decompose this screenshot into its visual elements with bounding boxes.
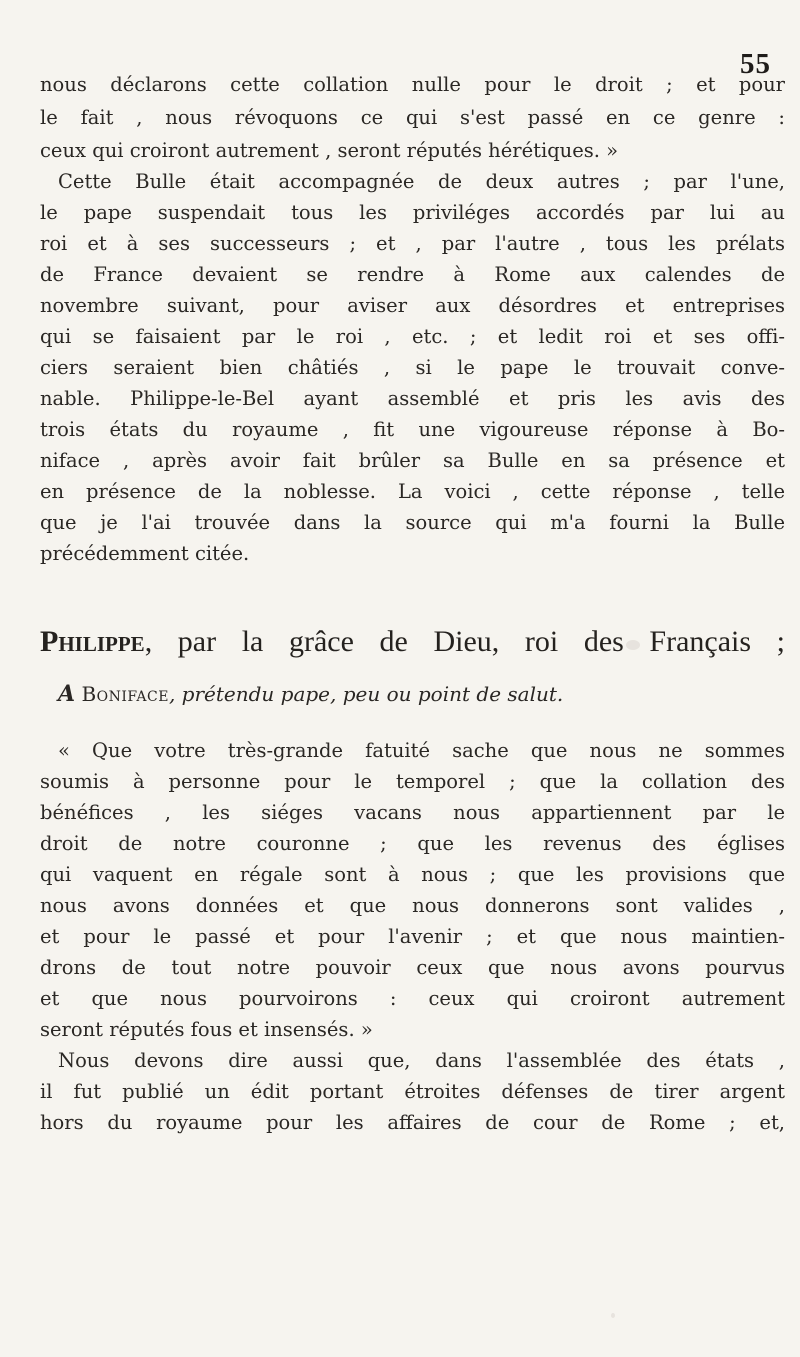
heading-rest: , par la grâce de Dieu, roi des Français ; bbox=[144, 625, 785, 658]
text-line: roi et à ses successeurs ; et , par l'autre , tous les prélats bbox=[40, 232, 785, 255]
text-line: nable. Philippe-le-Bel ayant assemblé et pris les avis des bbox=[40, 387, 785, 410]
salutation-initial: A bbox=[58, 681, 76, 707]
text-line: en présence de la noblesse. La voici , cette réponse , telle bbox=[40, 480, 785, 503]
text-line: qui vaquent en régale sont à nous ; que les provisions que bbox=[40, 863, 785, 886]
text-line: bénéfices , les siéges vacans nous appartiennent par le bbox=[40, 801, 785, 824]
text-line: il fut publié un édit portant étroites défenses de tirer argent bbox=[40, 1080, 785, 1103]
page-number: 55 bbox=[740, 48, 771, 80]
text-line: de France devaient se rendre à Rome aux calendes de bbox=[40, 263, 785, 286]
paper-blemish bbox=[611, 1313, 615, 1318]
salutation-title: , prétendu pape, peu ou point de salut. bbox=[168, 682, 564, 706]
text-line: ciers seraient bien châtiés , si le pape le trouvait conve- bbox=[40, 356, 785, 379]
letter-heading bbox=[40, 622, 785, 662]
text-line: « Que votre très-grande fatuité sache que nous ne sommes bbox=[58, 739, 785, 762]
text-line: nous déclarons cette collation nulle pour le droit ; et pour bbox=[40, 73, 785, 96]
letter-salutation bbox=[58, 679, 563, 709]
text-line: Nous devons dire aussi que, dans l'assemblée des états , bbox=[58, 1049, 785, 1072]
text-line: novembre suivant, pour aviser aux désordres et entreprises bbox=[40, 294, 785, 317]
text-line: soumis à personne pour le temporel ; que la collation des bbox=[40, 770, 785, 793]
text-line: et pour le passé et pour l'avenir ; et que nous maintien- bbox=[40, 925, 785, 948]
text-line: droit de notre couronne ; que les revenus des églises bbox=[40, 832, 785, 855]
text-line: et que nous pourvoirons : ceux qui croiront autrement bbox=[40, 987, 785, 1010]
text-line: seront réputés fous et insensés. » bbox=[40, 1018, 373, 1041]
text-line: drons de tout notre pouvoir ceux que nous avons pourvus bbox=[40, 956, 785, 979]
salutation-name: Boniface bbox=[81, 682, 169, 706]
text-line: ceux qui croiront autrement , seront réputés hérétiques. » bbox=[40, 139, 619, 162]
text-line: hors du royaume pour les affaires de cour de Rome ; et, bbox=[40, 1111, 785, 1134]
text-line: nous avons données et que nous donnerons sont valides , bbox=[40, 894, 785, 917]
text-line: trois états du royaume , fit une vigoureuse réponse à Bo- bbox=[40, 418, 785, 441]
text-line: qui se faisaient par le roi , etc. ; et ledit roi et ses offi- bbox=[40, 325, 785, 348]
paper-blemish bbox=[626, 640, 640, 650]
text-line: que je l'ai trouvée dans la source qui m'a fourni la Bulle bbox=[40, 511, 785, 534]
text-line: Cette Bulle était accompagnée de deux autres ; par l'une, bbox=[58, 170, 785, 193]
heading-name: Philippe bbox=[40, 625, 145, 658]
text-line: précédemment citée. bbox=[40, 542, 250, 565]
text-line: le pape suspendait tous les priviléges accordés par lui au bbox=[40, 201, 785, 224]
text-line: le fait , nous révoquons ce qui s'est passé en ce genre : bbox=[40, 106, 785, 129]
text-line: niface , après avoir fait brûler sa Bulle en sa présence et bbox=[40, 449, 785, 472]
